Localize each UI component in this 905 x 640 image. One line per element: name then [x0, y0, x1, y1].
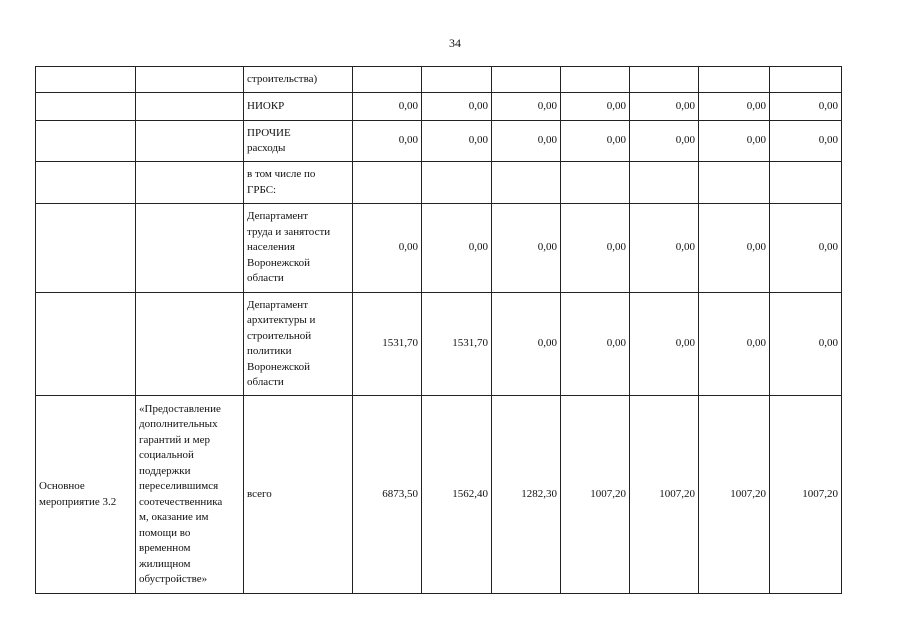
value-cell: 1282,30 — [492, 396, 561, 594]
value-cell: 0,00 — [630, 293, 699, 396]
value-cell — [630, 67, 699, 93]
value-cell — [422, 67, 492, 93]
value-cell: 1007,20 — [699, 396, 770, 594]
value-cell — [353, 67, 422, 93]
event-name-cell — [36, 67, 136, 93]
event-title-cell — [136, 67, 244, 93]
event-title-cell: «Предоставление дополнительных гарантий и мер социальной поддержки переселившимся соотечественника м, оказание им помощи во временном жилищном обустройстве» — [136, 396, 244, 594]
value-cell — [561, 67, 630, 93]
expense-item-cell: строительства) — [244, 67, 353, 93]
value-cell — [422, 162, 492, 204]
event-name-cell — [36, 204, 136, 293]
event-title-cell — [136, 93, 244, 121]
value-cell: 0,00 — [699, 293, 770, 396]
value-cell: 0,00 — [422, 121, 492, 162]
value-cell — [699, 162, 770, 204]
expense-item-cell: в том числе по ГРБС: — [244, 162, 353, 204]
value-cell: 0,00 — [561, 121, 630, 162]
value-cell: 0,00 — [492, 293, 561, 396]
expense-item-cell: всего — [244, 396, 353, 594]
value-cell — [630, 162, 699, 204]
value-cell: 0,00 — [630, 121, 699, 162]
expense-item-cell: ПРОЧИЕ расходы — [244, 121, 353, 162]
value-cell: 0,00 — [630, 93, 699, 121]
value-cell: 0,00 — [770, 121, 842, 162]
value-cell: 0,00 — [353, 93, 422, 121]
table-row — [36, 67, 842, 93]
event-title-cell — [136, 121, 244, 162]
value-cell: 0,00 — [770, 204, 842, 293]
value-cell: 0,00 — [561, 204, 630, 293]
value-cell: 0,00 — [699, 121, 770, 162]
value-cell: 1007,20 — [561, 396, 630, 594]
expense-item-cell: Департамент труда и занятости населения Воронежской области — [244, 204, 353, 293]
value-cell — [492, 162, 561, 204]
value-cell — [699, 67, 770, 93]
event-title-cell — [136, 293, 244, 396]
table-row — [36, 396, 842, 594]
event-title-cell — [136, 162, 244, 204]
expense-item-cell: НИОКР — [244, 93, 353, 121]
value-cell: 1531,70 — [353, 293, 422, 396]
value-cell: 0,00 — [561, 293, 630, 396]
value-cell: 0,00 — [561, 93, 630, 121]
page-number: 34 — [449, 36, 461, 50]
value-cell: 0,00 — [492, 93, 561, 121]
table-row — [36, 162, 842, 204]
event-name-cell — [36, 162, 136, 204]
table-row — [36, 293, 842, 396]
value-cell: 0,00 — [353, 204, 422, 293]
value-cell: 1007,20 — [770, 396, 842, 594]
budget-table — [35, 66, 842, 594]
value-cell: 0,00 — [699, 204, 770, 293]
value-cell: 1007,20 — [630, 396, 699, 594]
event-name-cell — [36, 121, 136, 162]
value-cell — [492, 67, 561, 93]
value-cell — [561, 162, 630, 204]
value-cell: 0,00 — [770, 293, 842, 396]
table-row — [36, 93, 842, 121]
table-row — [36, 121, 842, 162]
value-cell: 0,00 — [422, 93, 492, 121]
value-cell: 0,00 — [492, 121, 561, 162]
event-name-cell: Основное мероприятие 3.2 — [36, 396, 136, 594]
table-row — [36, 204, 842, 293]
value-cell: 0,00 — [492, 204, 561, 293]
event-name-cell — [36, 293, 136, 396]
value-cell — [770, 162, 842, 204]
value-cell: 0,00 — [699, 93, 770, 121]
value-cell: 0,00 — [770, 93, 842, 121]
value-cell: 1531,70 — [422, 293, 492, 396]
event-title-cell — [136, 204, 244, 293]
value-cell: 0,00 — [630, 204, 699, 293]
value-cell — [353, 162, 422, 204]
value-cell: 0,00 — [422, 204, 492, 293]
expense-item-cell: Департамент архитектуры и строительной политики Воронежской области — [244, 293, 353, 396]
value-cell: 1562,40 — [422, 396, 492, 594]
event-name-cell — [36, 93, 136, 121]
value-cell: 0,00 — [353, 121, 422, 162]
value-cell: 6873,50 — [353, 396, 422, 594]
value-cell — [770, 67, 842, 93]
